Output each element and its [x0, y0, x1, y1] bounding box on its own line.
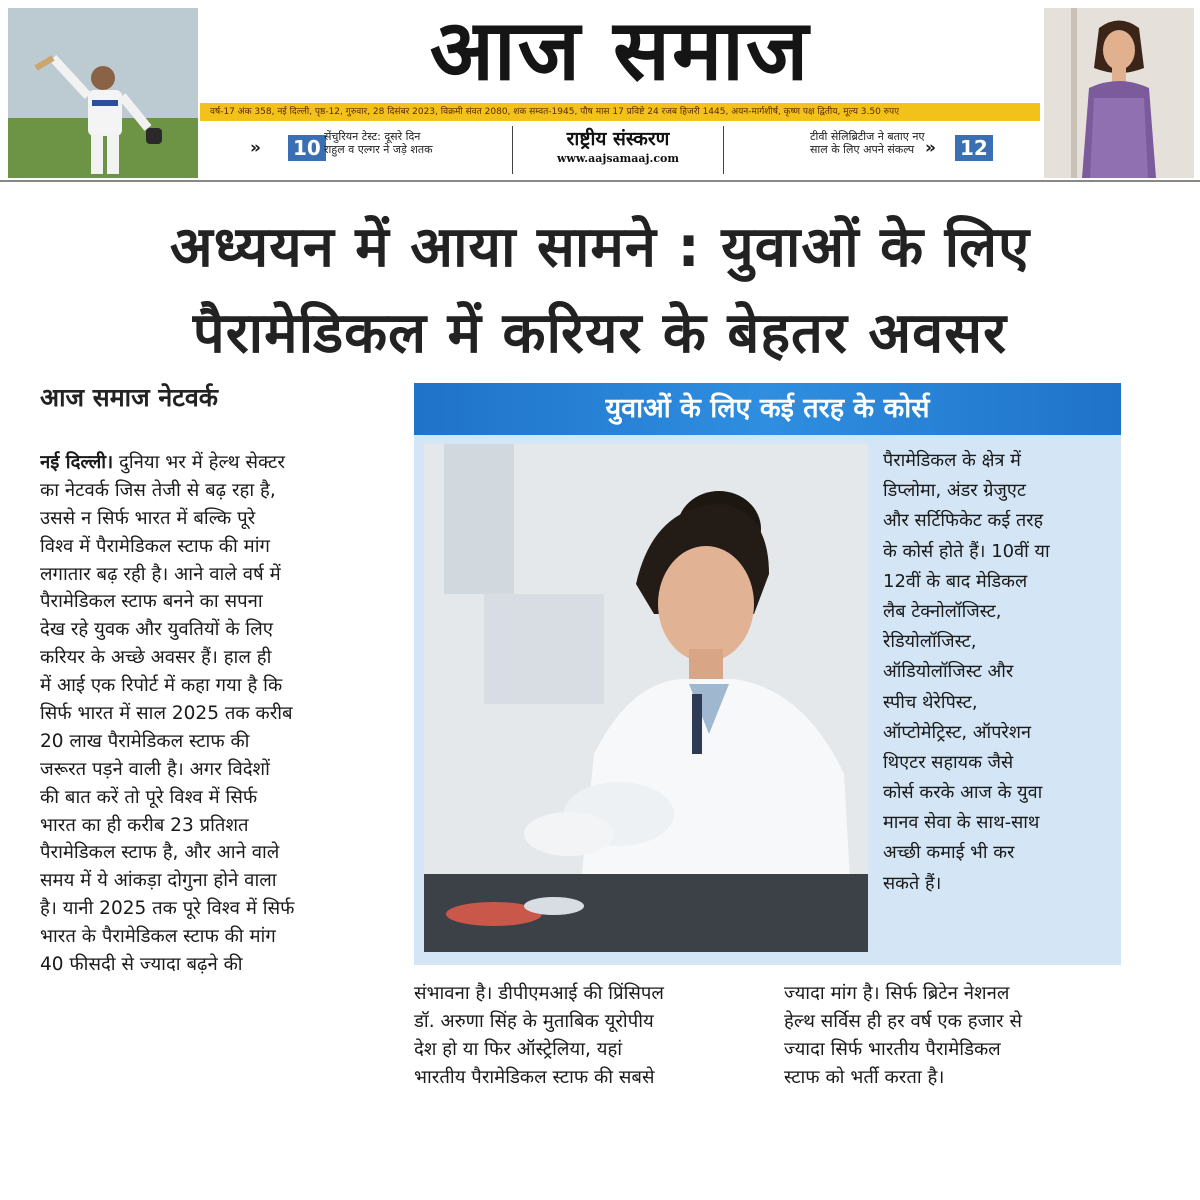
box-line: लैब टेक्नोलॉजिस्ट, [883, 600, 1002, 622]
lab-technician-photo [424, 444, 868, 952]
byline: आज समाज नेटवर्क [40, 383, 218, 412]
cricketer-photo [8, 8, 198, 178]
paragraph-line: भारत का ही करीब 23 प्रतिशत [40, 814, 249, 836]
box-heading: युवाओं के लिए कई तरह के कोर्स [414, 383, 1121, 435]
teaser-page-number: 12 [955, 135, 993, 161]
teaser-text: टीवी सेलिब्रिटीज ने बताए नए साल के लिए अपने संकल्प [810, 130, 925, 156]
paragraph-line: डॉ. अरुणा सिंह के मुताबिक यूरोपीय [414, 1010, 654, 1032]
box-line: डिप्लोमा, अंडर ग्रेजुएट [883, 480, 1026, 502]
box-line: 12वीं के बाद मेडिकल [883, 570, 1028, 592]
box-line: कोर्स करके आज के युवा [883, 782, 1043, 804]
paragraph-line: 20 लाख पैरामेडिकल स्टाफ की [40, 730, 250, 752]
box-line: रेडियोलॉजिस्ट, [883, 631, 977, 653]
paragraph-line: विश्व में पैरामेडिकल स्टाफ की मांग [40, 535, 270, 557]
cricketer-illustration [8, 8, 198, 178]
box-line: मानव सेवा के साथ-साथ [883, 812, 1040, 834]
paragraph-line: लगातार बढ़ रही है। आने वाले वर्ष में [40, 563, 281, 585]
box-line: ऑप्टोमेट्रिस्ट, ऑपरेशन [883, 721, 1032, 743]
box-line: अच्छी कमाई भी कर [883, 842, 1015, 864]
celebrity-photo [1044, 8, 1194, 178]
box-line: थिएटर सहायक जैसे [883, 751, 1014, 773]
paragraph-line: उससे न सिर्फ भारत में बल्कि पूरे [40, 507, 256, 529]
paragraph-line: समय में ये आंकड़ा दोगुना होने वाला [40, 870, 277, 892]
article-column-left [40, 449, 385, 979]
paragraph-line: ज्यादा मांग है। सिर्फ ब्रिटेन नेशनल [784, 983, 1010, 1004]
paragraph-line: पैरामेडिकल स्टाफ है, और आने वाले [40, 842, 280, 864]
website-url[interactable]: www.aajsamaaj.com [556, 152, 680, 165]
teaser-left[interactable] [240, 128, 510, 172]
paragraph-line: है। यानी 2025 तक पूरे विश्व में सिर्फ [40, 898, 295, 920]
teaser-text: सेंचुरियन टेस्ट: दूसरे दिन राहुल व एल्गर ने जड़े शतक [324, 130, 433, 156]
issue-dateline: वर्ष-17 अंक 358, नई दिल्ली, पृष्ठ-12, गुरुवार, 28 दिसंबर 2023, विक्रमी संवत 2080, शक सम्वत-1945, पौष मास 17 प्रविष्टे 24 रजब हिजरी 1445, अयन-मार्गशीर्ष, कृष्ण पक्ष द्वितीय, मूल्य 3.50 रुपए [200, 103, 1040, 121]
paragraph-line: हेल्थ सर्विस ही हर वर्ष एक हजार से [784, 1010, 1022, 1032]
paragraph-line: करियर के अच्छे अवसर हैं। हाल ही [40, 647, 272, 669]
edition-label: राष्ट्रीय संस्करण [566, 128, 670, 150]
paragraph-line: सिर्फ भारत में साल 2025 तक करीब [40, 703, 293, 725]
paragraph-line: स्टाफ को भर्ती करता है। [784, 1066, 945, 1088]
article-column-right [784, 980, 1124, 1092]
paragraph-line: संभावना है। डीपीएमआई की प्रिंसिपल [414, 983, 664, 1004]
lab-technician-illustration [424, 444, 868, 952]
article-column-middle [414, 980, 759, 1092]
paragraph-line: नई दिल्ली। दुनिया भर में हेल्थ सेक्टर [40, 452, 285, 473]
teaser-page-number: 10 [288, 135, 326, 161]
box-line: सकते हैं। [883, 872, 942, 894]
double-chevron-right-icon: » [925, 138, 936, 158]
dateline-place: नई दिल्ली। [40, 452, 114, 473]
headline-line-1: अध्ययन में आया सामने : युवाओं के लिए [169, 215, 1031, 280]
paragraph-line: भारत के पैरामेडिकल स्टाफ की मांग [40, 926, 276, 948]
headline-line-2: पैरामेडिकल में करियर के बेहतर अवसर [192, 301, 1008, 366]
double-chevron-right-icon: » [250, 138, 261, 158]
masthead-divider [0, 180, 1200, 182]
paragraph-line: का नेटवर्क जिस तेजी से बढ़ रहा है, [40, 479, 276, 501]
box-text [883, 446, 1115, 899]
celebrity-illustration [1044, 8, 1194, 178]
box-line: ऑडियोलॉजिस्ट और [883, 661, 1014, 683]
box-line: के कोर्स होते हैं। 10वीं या [883, 540, 1050, 562]
paragraph-line: पैरामेडिकल स्टाफ बनने का सपना [40, 591, 263, 613]
paragraph-line: में आई एक रिपोर्ट में कहा गया है कि [40, 675, 283, 697]
paragraph-line: देख रहे युवक और युवतियों के लिए [40, 619, 273, 641]
paragraph-line: जरूरत पड़ने वाली है। अगर विदेशों [40, 758, 270, 780]
paragraph-line: देश हो या फिर ऑस्ट्रेलिया, यहां [414, 1038, 623, 1060]
paragraph-line: 40 फीसदी से ज्यादा बढ़ने की [40, 954, 243, 976]
box-line: पैरामेडिकल के क्षेत्र में [883, 450, 1021, 471]
edition-box [512, 126, 724, 174]
paragraph-line: की बात करें तो पूरे विश्व में सिर्फ [40, 786, 258, 808]
article-headline [30, 205, 1170, 377]
newspaper-title: आज समाज [429, 1, 811, 99]
masthead [0, 0, 1200, 182]
box-line: स्पीच थेरेपिस्ट, [883, 691, 978, 713]
box-line: और सर्टिफिकेट कई तरह [883, 510, 1044, 532]
teaser-right[interactable] [790, 128, 1040, 172]
paragraph-line: ज्यादा सिर्फ भारतीय पैरामेडिकल [784, 1038, 1001, 1060]
paragraph-line: भारतीय पैरामेडिकल स्टाफ की सबसे [414, 1066, 655, 1088]
